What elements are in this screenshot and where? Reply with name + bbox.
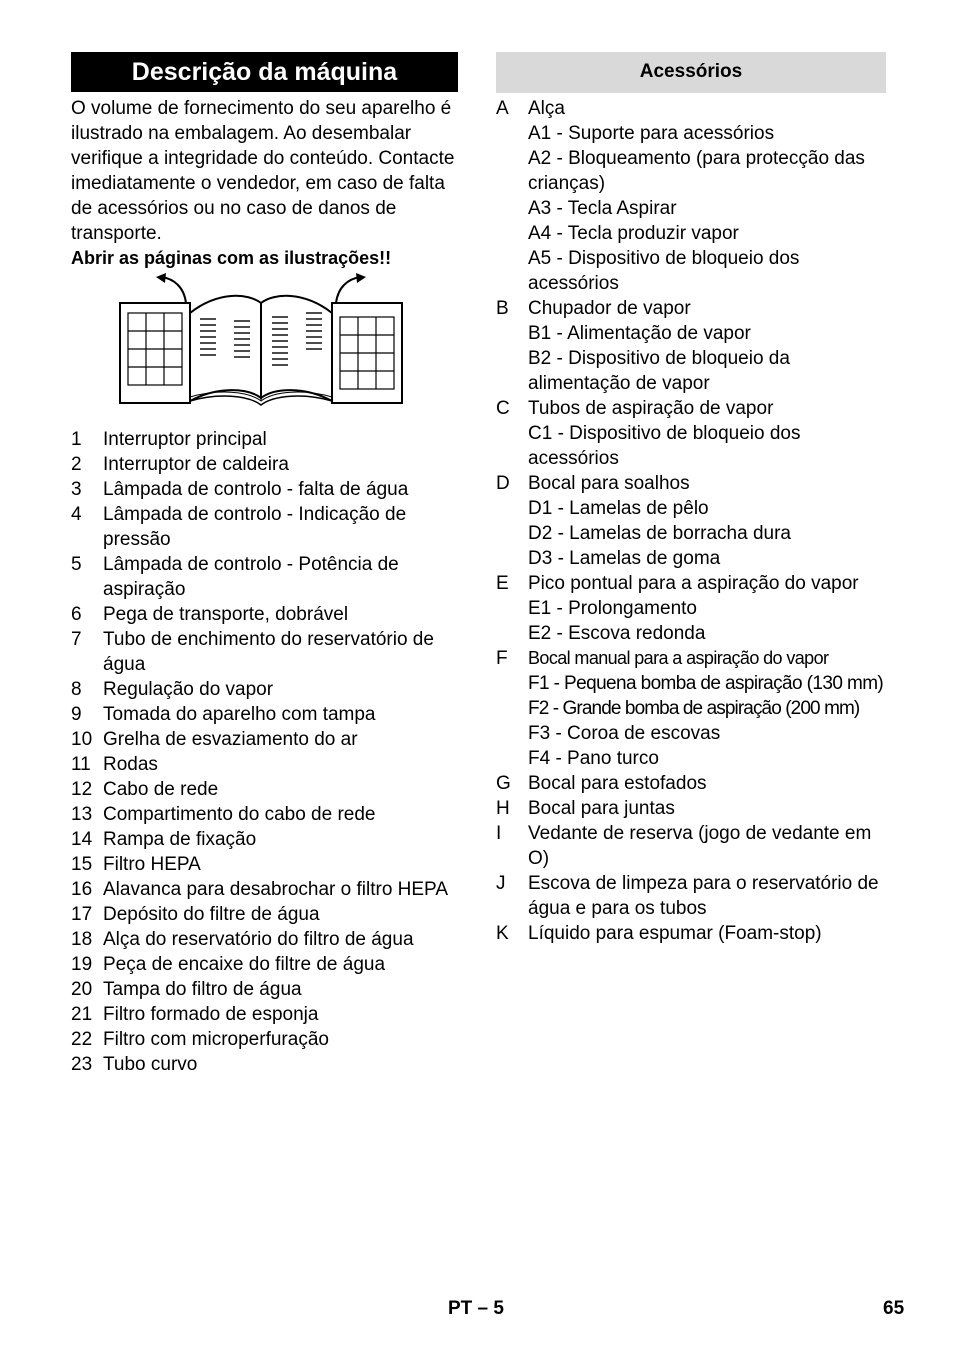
item-number: 14	[71, 829, 93, 850]
item-text: Tampa do filtro de água	[103, 979, 302, 1000]
list-item	[71, 602, 458, 627]
item-number: 3	[71, 479, 82, 500]
item-text: Compartimento do cabo de rede	[103, 804, 376, 825]
list-item	[71, 952, 458, 977]
sub-item: E1 - Prolongamento	[528, 598, 697, 619]
item-number: 18	[71, 929, 93, 950]
list-item	[496, 796, 886, 821]
sub-item: A4 - Tecla produzir vapor	[528, 223, 739, 244]
item-text: Rodas	[103, 754, 158, 775]
open-pages-illustration	[71, 273, 458, 425]
list-item	[496, 871, 886, 921]
item-number: 9	[71, 704, 82, 725]
item-number: 6	[71, 604, 82, 625]
item-letter: C	[496, 398, 510, 419]
item-text: Filtro HEPA	[103, 854, 201, 875]
sub-item: F3 - Coroa de escovas	[528, 723, 721, 744]
item-number: 12	[71, 779, 93, 800]
item-text: Lâmpada de controlo - falta de água	[103, 479, 409, 500]
item-number: 8	[71, 679, 82, 700]
item-number: 5	[71, 554, 82, 575]
sub-item: E2 - Escova redonda	[528, 623, 706, 644]
item-letter: K	[496, 923, 509, 944]
list-item	[71, 502, 458, 552]
item-letter: G	[496, 773, 511, 794]
item-number: 10	[71, 729, 93, 750]
component-list	[71, 427, 458, 1077]
open-pages-note: Abrir as páginas com as ilustrações!!	[71, 248, 392, 268]
sub-item: F2 - Grande bomba de aspiração (200 mm)	[528, 698, 860, 719]
item-text: Chupador de vapor	[528, 298, 691, 319]
list-item	[71, 477, 458, 502]
sub-item: A5 - Dispositivo de bloqueio dos acessórios	[528, 248, 800, 294]
list-item	[71, 852, 458, 877]
sub-item: D2 - Lamelas de borracha dura	[528, 523, 791, 544]
item-text: Interruptor principal	[103, 429, 267, 450]
item-text: Regulação do vapor	[103, 679, 274, 700]
sub-item: C1 - Dispositivo de bloqueio dos acessórios	[528, 423, 801, 469]
accessories-list	[496, 96, 886, 946]
item-text: Peça de encaixe do filtre de água	[103, 954, 386, 975]
item-letter: D	[496, 473, 510, 494]
sub-item: A2 - Bloqueamento (para protecção das crianças)	[528, 148, 865, 194]
list-item	[496, 646, 886, 671]
item-number: 13	[71, 804, 93, 825]
item-text: Grelha de esvaziamento do ar	[103, 729, 358, 750]
list-item	[71, 677, 458, 702]
list-item	[71, 702, 458, 727]
list-item	[496, 821, 886, 871]
list-item	[71, 877, 458, 902]
item-letter: H	[496, 798, 510, 819]
section-title: Descrição da máquina	[71, 52, 458, 92]
list-item	[71, 452, 458, 477]
sub-item: D1 - Lamelas de pêlo	[528, 498, 709, 519]
sub-item: A3 - Tecla Aspirar	[528, 198, 677, 219]
item-text: Escova de limpeza para o reservatório de água e para os tubos	[528, 873, 879, 919]
item-text: Pega de transporte, dobrável	[103, 604, 349, 625]
right-column	[496, 52, 886, 946]
item-number: 7	[71, 629, 82, 650]
item-letter: F	[496, 648, 508, 669]
list-item	[496, 296, 886, 321]
item-text: Rampa de fixação	[103, 829, 257, 850]
list-item	[496, 471, 886, 496]
list-item	[71, 1002, 458, 1027]
item-text: Lâmpada de controlo - Potência de aspiração	[103, 554, 399, 600]
list-item	[71, 902, 458, 927]
item-letter: B	[496, 298, 509, 319]
item-number: 19	[71, 954, 93, 975]
item-letter: E	[496, 573, 509, 594]
item-text: Tubo curvo	[103, 1054, 198, 1075]
list-item	[496, 96, 886, 121]
accessories-title: Acessórios	[496, 52, 886, 93]
item-text: Alavanca para desabrochar o filtro HEPA	[103, 879, 448, 900]
item-text: Interruptor de caldeira	[103, 454, 289, 475]
list-item	[71, 777, 458, 802]
sub-item: F1 - Pequena bomba de aspiração (130 mm)	[528, 673, 884, 694]
item-text: Bocal para soalhos	[528, 473, 690, 494]
item-text: Cabo de rede	[103, 779, 219, 800]
list-item	[71, 827, 458, 852]
list-item	[71, 1052, 458, 1077]
item-number: 2	[71, 454, 82, 475]
item-number: 17	[71, 904, 93, 925]
item-number: 23	[71, 1054, 93, 1075]
list-item	[71, 1027, 458, 1052]
left-column	[71, 52, 458, 1077]
item-number: 15	[71, 854, 93, 875]
item-text: Tomada do aparelho com tampa	[103, 704, 376, 725]
list-item	[71, 802, 458, 827]
list-item	[71, 552, 458, 602]
sub-item: F4 - Pano turco	[528, 748, 659, 769]
page-number: 65	[883, 1298, 905, 1319]
item-number: 11	[71, 754, 91, 775]
item-text: Tubo de enchimento do reservatório de água	[103, 629, 434, 675]
item-letter: J	[496, 873, 506, 894]
list-item	[71, 627, 458, 677]
item-text: Bocal para estofados	[528, 773, 707, 794]
list-item	[71, 927, 458, 952]
item-text: Lâmpada de controlo - Indicação de pressão	[103, 504, 407, 550]
list-item	[71, 752, 458, 777]
list-item	[496, 771, 886, 796]
item-text: Depósito do filtre de água	[103, 904, 320, 925]
item-number: 20	[71, 979, 93, 1000]
item-text: Bocal manual para a aspiração do vapor	[528, 648, 829, 668]
item-text: Filtro formado de esponja	[103, 1004, 319, 1025]
item-number: 22	[71, 1029, 93, 1050]
item-text: Pico pontual para a aspiração do vapor	[528, 573, 859, 594]
sub-item: B1 - Alimentação de vapor	[528, 323, 751, 344]
sub-item: B2 - Dispositivo de bloqueio da alimentação de vapor	[528, 348, 790, 394]
item-number: 21	[71, 1004, 93, 1025]
list-item	[496, 921, 886, 946]
list-item	[496, 396, 886, 421]
list-item	[71, 727, 458, 752]
open-book-icon	[118, 273, 408, 423]
item-number: 16	[71, 879, 93, 900]
item-letter: I	[496, 823, 502, 844]
item-number: 1	[71, 429, 82, 450]
item-letter: A	[496, 98, 509, 119]
intro-paragraph: O volume de fornecimento do seu aparelho é ilustrado na embalagem. Ao desembalar verifique a integridade do conteúdo. Contacte imediatamente o vendedor, em caso de falta de acessórios ou no caso de danos de transporte.	[71, 98, 455, 244]
footer-section: PT – 5	[448, 1298, 504, 1319]
list-item	[71, 427, 458, 452]
sub-item: A1 - Suporte para acessórios	[528, 123, 775, 144]
list-item	[496, 571, 886, 596]
list-item	[71, 977, 458, 1002]
item-text: Filtro com microperfuração	[103, 1029, 329, 1050]
item-text: Tubos de aspiração de vapor	[528, 398, 774, 419]
sub-item: D3 - Lamelas de goma	[528, 548, 721, 569]
item-text: Bocal para juntas	[528, 798, 675, 819]
item-text: Vedante de reserva (jogo de vedante em O)	[528, 823, 872, 869]
item-text: Líquido para espumar (Foam-stop)	[528, 923, 822, 944]
item-text: Alça do reservatório do filtro de água	[103, 929, 414, 950]
item-text: Alça	[528, 98, 565, 119]
item-number: 4	[71, 504, 82, 525]
